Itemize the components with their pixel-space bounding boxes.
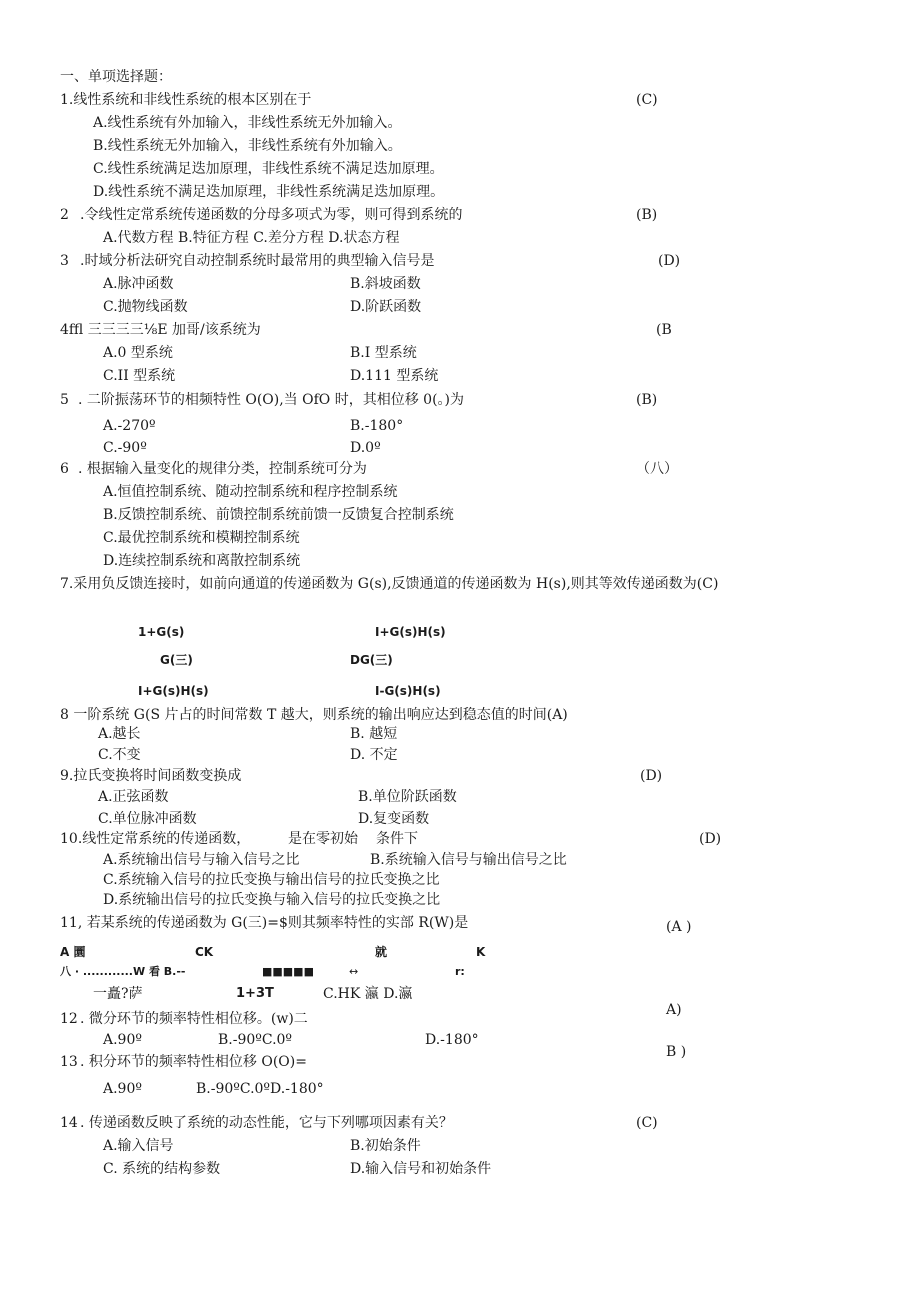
q13-option-a: A.90º [103,1081,142,1097]
q9-option-b: B.单位阶跃函数 [358,789,457,805]
q2-answer: (B) [636,207,658,223]
q11-row2-b: ■■■■■ [262,965,314,978]
q14-option-b: B.初始条件 [350,1138,421,1154]
q7-formula-3: G(三) [160,653,193,667]
q10-stem-3: 条件下 [376,831,418,847]
q13-number: 13 [60,1054,78,1070]
q7-formula-4: DG(三) [350,653,393,667]
q14-option-a: A.输入信号 [103,1138,174,1154]
q11-row3-b: 1+3T [236,986,274,1001]
q11-row2-c: ↔ [349,965,359,978]
q11-answer: (A ) [666,919,692,935]
q9-option-a: A.正弦函数 [98,789,169,805]
q6-answer: （八） [636,461,678,477]
q5-number: 5 [60,392,69,408]
q11-row3-a: 一矗?萨 [93,986,143,1002]
q3-option-a: A.脉冲函数 [103,276,174,292]
q9-stem: 9.拉氏变换将时间函数变换成 [60,768,242,784]
q3-option-c: C.抛物线函数 [103,299,188,315]
q5-option-c: C.-90º [103,440,147,456]
q9-option-d: D.复变函数 [358,811,430,827]
q12-number: 12 [60,1011,78,1027]
q2-options: A.代数方程 B.特征方程 C.差分方程 D.状态方程 [103,230,400,246]
q9-answer: (D) [640,768,663,784]
q13-answer: B ) [666,1044,687,1060]
q10-answer: (D) [699,831,722,847]
q7-formula-6: I-G(s)H(s) [375,684,441,698]
q1-option-c: C.线性系统满足迭加原理，非线性系统不满足迭加原理。 [93,161,444,177]
q7-formula-5: I+G(s)H(s) [138,684,209,698]
q3-number: 3 [60,253,69,269]
q12-option-bc: B.-90ºC.0º [218,1032,293,1048]
q12-option-d: D.-180° [425,1032,479,1048]
q14-answer: (C) [636,1115,658,1131]
q12-option-a: A.90º [103,1032,142,1048]
q6-option-d: D.连续控制系统和离散控制系统 [103,553,301,569]
q8-option-b: B. 越短 [350,726,398,742]
q5-option-a: A.-270º [103,418,156,434]
q9-option-c: C.单位脉冲函数 [98,811,197,827]
q13-option-bcd: B.-90ºC.0ºD.-180° [196,1081,324,1097]
q8-option-d: D. 不定 [350,747,398,763]
q12-stem: . 微分环节的频率特性相位移。(w)二 [80,1011,308,1027]
q10-stem-2: 是在零初始 [288,831,358,847]
q14-number: 14 [60,1115,78,1131]
q3-option-b: B.斜坡函数 [350,276,421,292]
q14-option-c: C. 系统的结构参数 [103,1161,221,1177]
q14-option-d: D.输入信号和初始条件 [350,1161,492,1177]
q6-number: 6 [60,461,69,477]
q4-answer: (B [656,322,672,338]
q5-option-b: B.-180° [350,418,404,434]
q3-option-d: D.阶跃函数 [350,299,422,315]
q10-option-b: B.系统输入信号与输出信号之比 [370,852,567,868]
q10-option-a: A.系统输出信号与输入信号之比 [103,852,300,868]
q10-stem: 10.线性定常系统的传递函数， [60,831,251,847]
q6-stem: . 根据输入量变化的规律分类，控制系统可分为 [78,461,367,477]
q11-row2-a: 八 · ............W 看 B.-- [60,965,186,978]
q4-option-b: B.I 型系统 [350,345,417,361]
q4-option-d: D.111 型系统 [350,368,439,384]
q3-stem: .时域分析法研究自动控制系统时最常用的典型输入信号是 [80,253,435,269]
q12-answer: A) [666,1002,682,1018]
q3-answer: (D) [658,253,681,269]
q4-option-a: A.0 型系统 [103,345,173,361]
q5-option-d: D.0º [350,440,381,456]
q4-option-c: C.II 型系统 [103,368,176,384]
q6-option-c: C.最优控制系统和模糊控制系统 [103,530,300,546]
q11-row3-c: C.HK 瀛 D.瀛 [323,986,413,1002]
q7-formula-1: 1+G(s) [138,625,185,639]
q1-option-a: A.线性系统有外加输入，非线性系统无外加输入。 [93,115,402,131]
q2-number: 2 [60,207,69,223]
q1-option-d: D.线性系统不满足迭加原理，非线性系统满足迭加原理。 [93,184,445,200]
q10-option-d: D.系统输出信号的拉氏变换与输入信号的拉氏变换之比 [103,892,441,908]
q14-stem: . 传递函数反映了系统的动态性能，它与下列哪项因素有关？ [80,1115,453,1131]
q4-stem: 4ffl 三三三三⅛E 加哥/该系统为 [60,322,261,338]
q1-option-b: B.线性系统无外加输入，非线性系统有外加输入。 [93,138,402,154]
q11-row1-c: 就 [375,945,388,959]
q7-formula-2: I+G(s)H(s) [375,625,446,639]
q1-stem: 1.线性系统和非线性系统的根本区别在于 [60,92,312,108]
q6-option-a: A.恒值控制系统、随动控制系统和程序控制系统 [103,484,398,500]
q11-stem: 11, 若某系统的传递函数为 G(三)=$则其频率特性的实部 R(W)是 [60,915,469,931]
q2-stem: .令线性定常系统传递函数的分母多项式为零，则可得到系统的 [80,207,463,223]
q8-option-a: A.越长 [98,726,141,742]
q5-stem: . 二阶振荡环节的相频特性 O(O),当 OfO 时，其相位移 0(。)为 [78,392,464,408]
q11-row1-a: A 圜 [60,945,86,959]
q1-answer: (C) [636,92,658,108]
q11-row1-b: CK [195,945,214,959]
section-title: 一、单项选择题： [60,69,172,85]
q5-answer: (B) [636,392,658,408]
q11-row1-d: K [476,945,486,959]
q8-stem: 8 一阶系统 G(S 片占的时间常数 T 越大，则系统的输出响应达到稳态值的时间(A) [60,707,568,723]
q6-option-b: B.反馈控制系统、前馈控制系统前馈一反馈复合控制系统 [103,507,454,523]
q13-stem: . 积分环节的频率特性相位移 O(O)= [80,1054,307,1070]
q8-option-c: C.不变 [98,747,141,763]
q11-row2-d: r: [455,965,465,978]
q10-option-c: C.系统输入信号的拉氏变换与输出信号的拉氏变换之比 [103,872,440,888]
q7-stem: 7.采用负反馈连接时，如前向通道的传递函数为 G(s),反馈通道的传递函数为 H(s),则其等效传递函数为(C) [60,576,719,592]
